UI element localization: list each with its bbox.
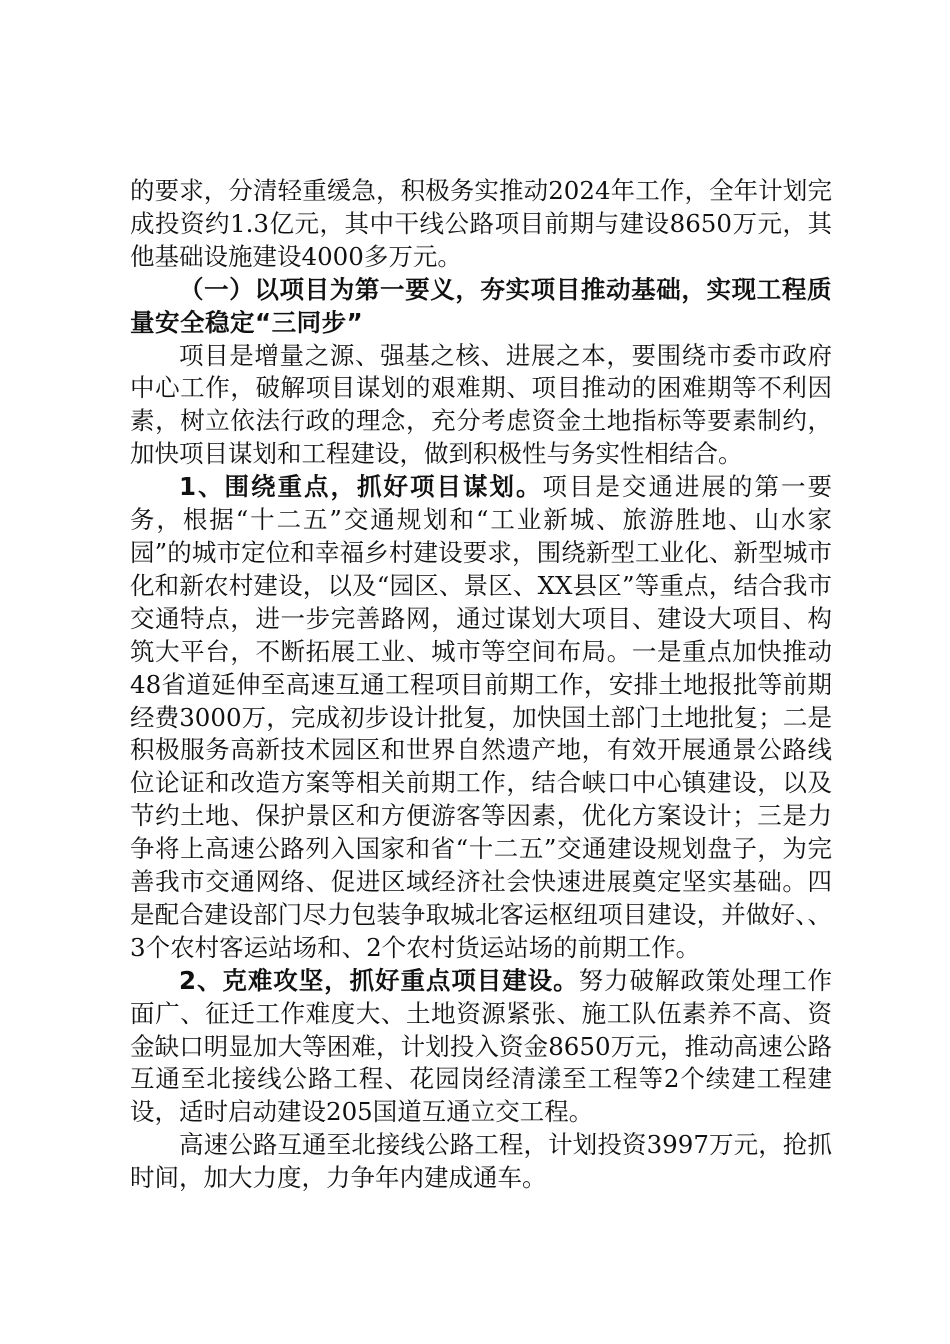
paragraph-highway-project: 高速公路互通至北接线公路工程，计划投资3997万元，抢抓时间，加大力度，力争年内建成通车。 <box>130 1130 832 1193</box>
paragraph-intro: 的要求，分清轻重缓急，积极务实推动2024年工作，全年计划完成投资约1.3亿元，其中干线公路项目前期与建设8650万元，其他基础设施建设4000多万元。 <box>130 176 832 271</box>
paragraph-item-1-lead: 1、围绕重点，抓好项目谋划。 <box>179 472 543 502</box>
paragraph-overview: 项目是增量之源、强基之核、进展之本，要围绕市委市政府中心工作，破解项目谋划的艰难期、项目推动的困难期等不利因素，树立依法行政的理念，充分考虑资金土地指标等要素制约，加快项目谋划和工程建设，做到积极性与务实性相结合。 <box>130 340 832 469</box>
paragraph-item-2-lead: 2、克难攻坚，抓好重点项目建设。 <box>179 965 579 995</box>
paragraph-item-1-body: 项目是交通进展的第一要务，根据“十二五”交通规划和“工业新城、旅游胜地、山水家园”的城市定位和幸福乡村建设要求，围绕新型工业化、新型城市化和新农村建设，以及“园区、景区、XX县区”等重点，结合我市交通特点，进一步完善路网，通过谋划大项目、建设大项目、构筑大平台，不断拓展工业、城市等空间布局。一是重点加快推动48省道延伸至高速互通工程项目前期工作，安排土地报批等前期经费3000万，完成初步设计批复，加快国土部门土地批复；二是积极服务高新技术园区和世界自然遗产地，有效开展通景公路线位论证和改造方案等相关前期工作，结合峡口中心镇建设，以及节约土地、保护景区和方便游客等因素，优化方案设计；三是力争将上高速公路列入国家和省“十二五”交通建设规划盘子，为完善我市交通网络、促进区域经济社会快速进展奠定坚实基础。四是配合建设部门尽力包装争取城北客运枢纽项目建设，并做好、、3个农村客运站场和、2个农村货运站场的前期工作。 <box>130 472 833 962</box>
section-heading: （一）以项目为第一要义，夯实项目推动基础，实现工程质量安全稳定“三同步” <box>130 274 832 337</box>
paragraph-item-2-body: 努力破解政策处理工作面广、征迁工作难度大、土地资源紧张、施工队伍素养不高、资金缺口明显加大等困难，计划投入资金8650万元，推动高速公路互通至北接线公路工程、花园岗经清漾至工程等2个续建工程建设，适时启动建设205国道互通立交工程。 <box>130 965 833 1127</box>
paragraph-item-2 <box>130 965 832 1130</box>
document-body <box>130 175 832 1195</box>
paragraph-item-1 <box>130 471 832 965</box>
